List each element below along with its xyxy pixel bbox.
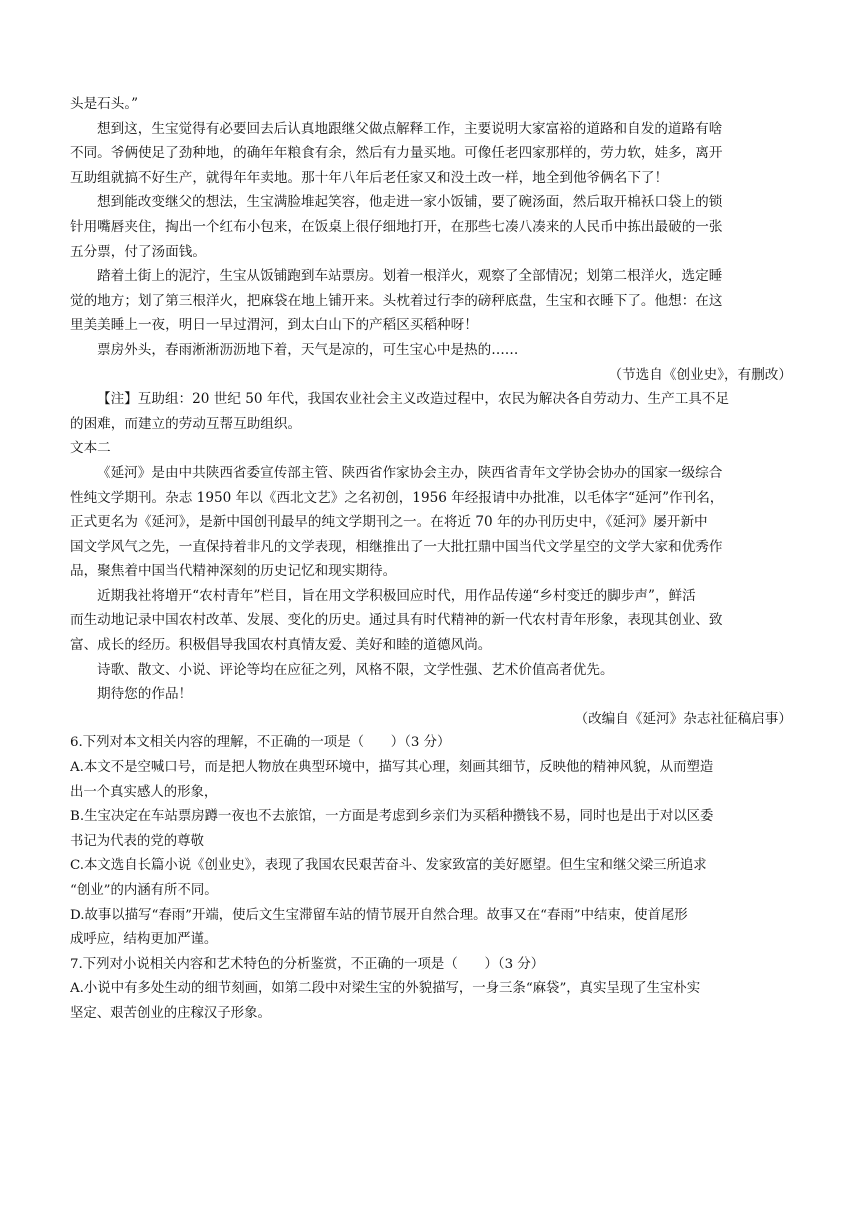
- passage-line: 踏着土街上的泥泞，生宝从饭铺跑到车站票房。划着一根洋火，观察了全部情况；划第二根洋火，选定睡: [97, 268, 723, 285]
- option-c: C.本文选自长篇小说《创业史》，表现了我国农民艰苦奋斗、发家致富的美好愿望。但生宝和继父梁三所追求: [70, 858, 707, 874]
- passage-line: 五分票，付了汤面钱。: [70, 243, 206, 260]
- question-7: [70, 953, 798, 1027]
- document-page: [70, 92, 798, 1027]
- paragraph: [70, 117, 798, 191]
- passage-line: 富、成长的经历。积极倡导我国农村真情友爱、美好和睦的道德风尚。: [70, 637, 492, 654]
- paragraph: [70, 461, 798, 584]
- option-d: D.故事以描写“春雨”开端，使后文生宝滞留车站的情节展开自然合理。故事又在“春雨”中结束，使首尾形: [70, 907, 688, 923]
- passage-line: 正式更名为《延河》，是新中国创刊最早的纯文学期刊之一。在将近 70 年的办刊历史中，《延河》屡开新中: [70, 514, 708, 531]
- passage-line: 近期我社将增开“农村青年”栏目，旨在用文学积极回应时代，用作品传递“乡村变迁的脚步声”，鲜活: [97, 587, 696, 604]
- passage-line: 品，聚焦着中国当代精神深刻的历史记忆和现实期待。: [70, 563, 397, 580]
- passage-line: 头是石头。”: [70, 96, 139, 112]
- passage-line: 《延河》是由中共陕西省委宣传部主管、陕西省作家协会主办，陕西省青年文学协会协办的国家一级综合: [97, 464, 723, 481]
- paragraph: [70, 190, 798, 264]
- source-citation: （节选自《创业史》，有删改）: [608, 366, 792, 383]
- passage-line: 想到这，生宝觉得有必要回去后认真地跟继父做点解释工作，主要说明大家富裕的道路和自发的道路有啥: [97, 120, 723, 137]
- passage-line: 里美美睡上一夜，明日一早过渭河，到太白山下的产稻区买稻种呀！: [70, 317, 478, 334]
- passage-line: 国文学风气之先，一直保持着非凡的文学表现，相继推出了一大批扛鼎中国当代文学星空的文学大家和优秀作: [70, 538, 723, 555]
- paragraph: [70, 264, 798, 338]
- option-a-cont: 出一个真实感人的形象，: [70, 784, 218, 800]
- option-b-cont: 书记为代表的党的尊敬: [70, 833, 204, 849]
- footnote: [70, 387, 798, 436]
- footnote-line: 的困难，而建立的劳动互帮互助组织。: [70, 415, 302, 432]
- option-d-cont: 成呼应，结构更加严谨。: [70, 932, 218, 948]
- section-title: 文本二: [70, 440, 111, 457]
- passage-line: 不同。爷俩使足了劲种地，的确年年粮食有余，然后有力量买地。可像任老四家那样的，劳力软，娃多，离开: [70, 145, 723, 162]
- option-b: B.生宝决定在车站票房蹲一夜也不去旅馆，一方面是考虑到乡亲们为买稻种攒钱不易，同时也是出于对以区委: [70, 809, 714, 825]
- option-c-cont: “创业”的内涵有所不同。: [70, 883, 218, 898]
- option-a: A.小说中有多处生动的细节刻画，如第二段中对梁生宝的外貌描写，一身三条“麻袋”，真实呈现了生宝朴实: [70, 981, 701, 997]
- passage-line: 互助组就搞不好生产，就得年年卖地。那十年八年后老任家又和没土改一样，地全到他爷俩名下了！: [70, 169, 669, 186]
- question-stem: 6.下列对本文相关内容的理解，不正确的一项是（ ）（3 分）: [70, 735, 451, 751]
- question-stem: 7.下列对小说相关内容和艺术特色的分析鉴赏，不正确的一项是（ ）（3 分）: [70, 956, 545, 972]
- option-a: A.本文不是空喊口号，而是把人物放在典型环境中，描写其心理，刻画其细节，反映他的精神风貌，从而塑造: [70, 760, 714, 776]
- passage-line: 诗歌、散文、小说、评论等均在应征之列，风格不限，文学性强、艺术价值高者优先。: [97, 661, 614, 678]
- paragraph: [70, 584, 798, 658]
- passage-line: 而生动地记录中国农村改革、发展、变化的历史。通过具有时代精神的新一代农村青年形象，表现其创业、致: [70, 612, 723, 629]
- source-citation: （改编自《延河》杂志社征稿启事）: [574, 710, 792, 727]
- passage-line: 觉的地方；划了第三根洋火，把麻袋在地上铺开来。头枕着过行李的磅秤底盘，生宝和衣睡下了。他想：在这: [70, 292, 723, 309]
- footnote-line: 【注】互助组：20 世纪 50 年代，我国农业社会主义改造过程中，农民为解决各自劳动力、生产工具不足: [97, 391, 730, 408]
- question-6: [70, 731, 798, 952]
- passage-line: 期待您的作品！: [97, 686, 193, 703]
- passage-line: 想到能改变继父的想法，生宝满脸堆起笑容，他走进一家小饭铺，要了碗汤面，然后取开棉袄口袋上的锁: [97, 194, 723, 211]
- passage-line: 票房外头，春雨淅淅沥沥地下着，天气是凉的，可生宝心中是热的……: [97, 341, 519, 358]
- option-a-cont: 坚定、艰苦创业的庄稼汉子形象。: [70, 1005, 271, 1021]
- passage-line: 性纯文学期刊。杂志 1950 年以《西北文艺》之名初创，1956 年经报请中办批准，以毛体字“延河”作刊名，: [70, 489, 724, 506]
- passage-line: 针用嘴唇夹住，掏出一个红布小包来，在饭桌上很仔细地打开，在那些七凑八凑来的人民币中拣出最破的一张: [70, 218, 723, 235]
